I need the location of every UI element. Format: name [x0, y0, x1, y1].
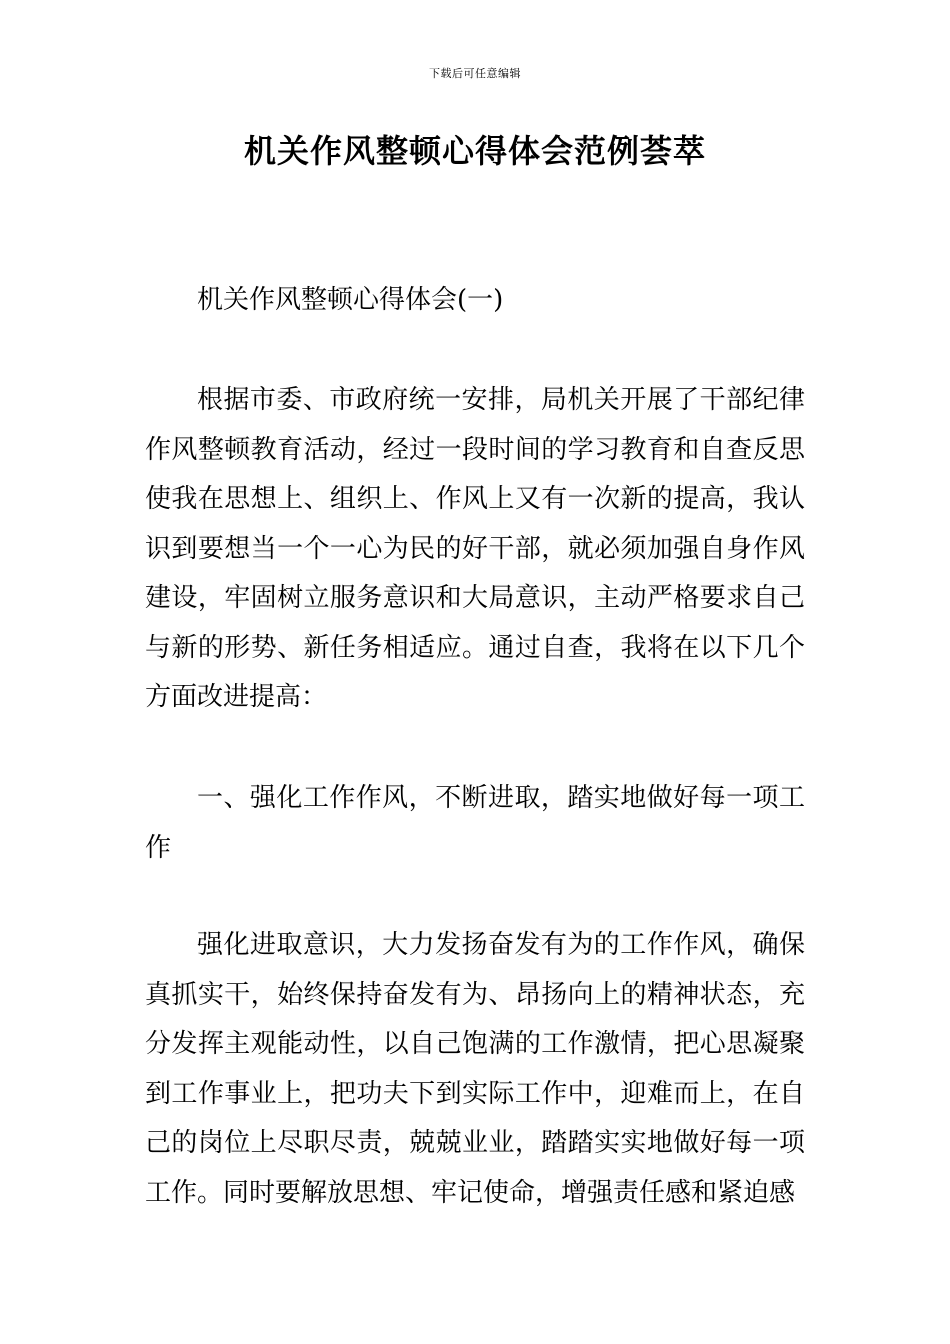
section-heading-1: 一、强化工作作风，不断进取，踏实地做好每一项工作 [145, 783, 805, 863]
body-paragraph-block [145, 921, 805, 1218]
document-title: 机关作风整顿心得体会范例荟萃 [243, 132, 706, 170]
section-subtitle-block [145, 276, 805, 326]
header-note: 下载后可任意编辑 [429, 67, 521, 80]
section-subtitle: 机关作风整顿心得体会(一) [197, 285, 504, 315]
intro-paragraph-block [145, 376, 805, 723]
section-heading-block [145, 774, 805, 873]
body-paragraph: 强化进取意识，大力发扬奋发有为的工作作风，确保真抓实干，始终保持奋发有为、昂扬向上的精神状态，充分发挥主观能动性，以自己饱满的工作激情，把心思凝聚到工作事业上，把功夫下到实际工作中，迎难而上，在自己的岗位上尽职尽责，兢兢业业，踏踏实实地做好每一项工作。同时要解放思想、牢记使命，增强责任感和紧迫感 [145, 930, 805, 1208]
intro-paragraph: 根据市委、市政府统一安排，局机关开展了干部纪律作风整顿教育活动，经过一段时间的学习教育和自查反思使我在思想上、组织上、作风上又有一次新的提高，我认识到要想当一个一心为民的好干部，就必须加强自身作风建设，牢固树立服务意识和大局意识，主动严格要求自己与新的形势、新任务相适应。通过自查，我将在以下几个方面改进提高： [145, 385, 805, 712]
